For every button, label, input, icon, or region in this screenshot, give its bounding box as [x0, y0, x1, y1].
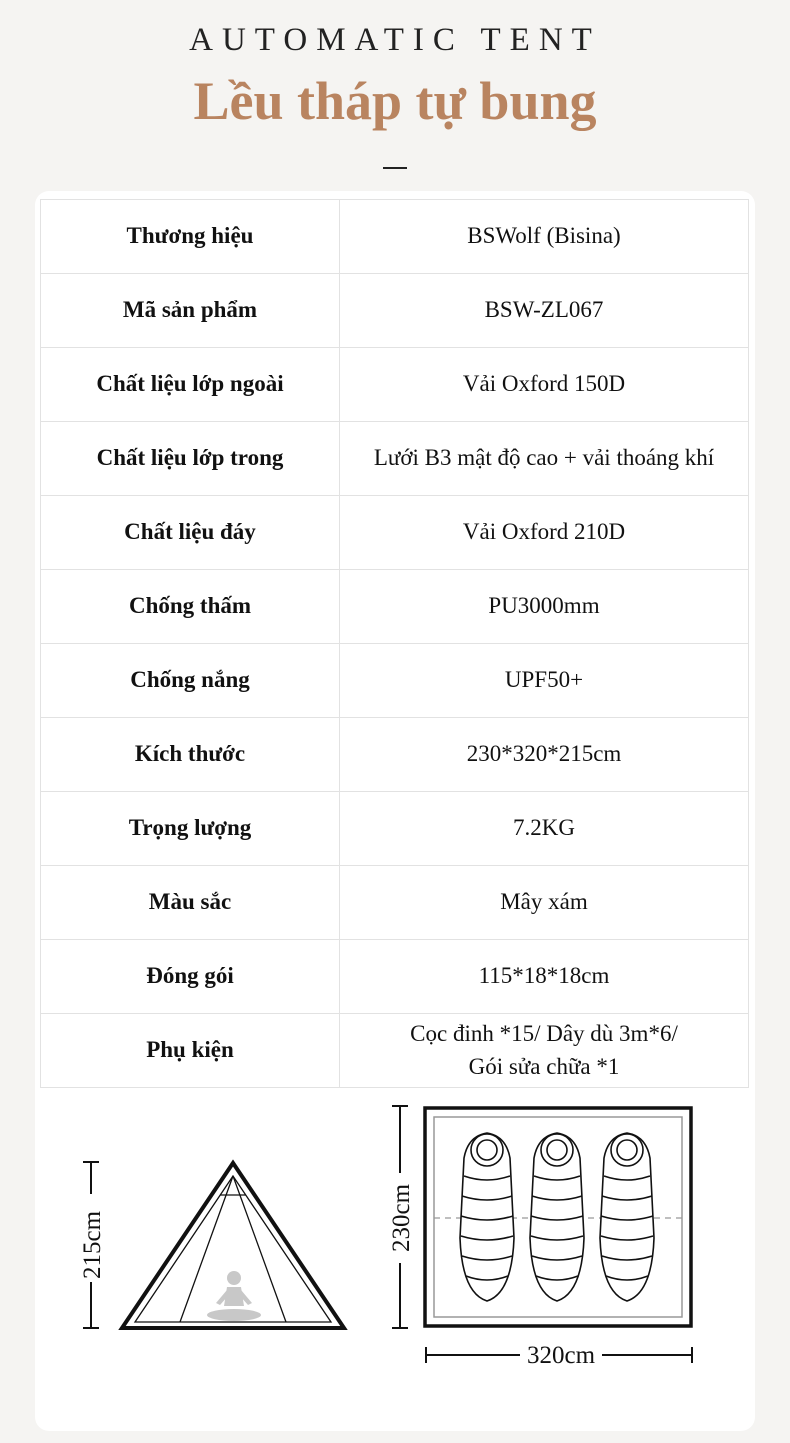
spec-label: Thương hiệu — [41, 200, 340, 274]
spec-label: Kích thước — [41, 718, 340, 792]
spec-value: Lưới B3 mật độ cao + vải thoáng khí — [340, 422, 749, 496]
table-row — [41, 200, 749, 274]
spec-label: Mã sản phẩm — [41, 274, 340, 348]
sleeping-bag-icon — [530, 1133, 584, 1301]
spec-label: Chất liệu đáy — [41, 496, 340, 570]
spec-label: Màu sắc — [41, 866, 340, 940]
spec-value-line: Cọc đinh *15/ Dây dù 3m*6/ — [410, 1021, 678, 1047]
spec-value: Vải Oxford 150D — [340, 348, 749, 422]
spec-value — [340, 1014, 749, 1088]
spec-label: Chất liệu lớp ngoài — [41, 348, 340, 422]
spec-value: UPF50+ — [340, 644, 749, 718]
meditating-person-icon — [207, 1271, 261, 1321]
table-row — [41, 422, 749, 496]
page-subtitle: AUTOMATIC TENT — [189, 22, 601, 58]
table-row — [41, 1014, 749, 1088]
height-label: 215cm — [79, 1210, 106, 1280]
spec-value: BSWolf (Bisina) — [340, 200, 749, 274]
spec-value: 230*320*215cm — [340, 718, 749, 792]
table-row — [41, 644, 749, 718]
width-label: 230cm — [388, 1183, 415, 1253]
spec-label: Phụ kiện — [41, 1014, 340, 1088]
table-row — [41, 792, 749, 866]
page-header — [0, 0, 790, 190]
length-label: 320cm — [526, 1342, 596, 1369]
sleeping-bag-icon — [460, 1133, 514, 1301]
spec-value: PU3000mm — [340, 570, 749, 644]
title-divider — [383, 167, 407, 169]
table-row — [41, 274, 749, 348]
table-row — [41, 718, 749, 792]
spec-value: 115*18*18cm — [340, 940, 749, 1014]
spec-label: Chống nắng — [41, 644, 340, 718]
spec-value: Vải Oxford 210D — [340, 496, 749, 570]
spec-value-line: Gói sửa chữa *1 — [468, 1053, 620, 1079]
tent-floor-plan-diagram — [380, 1098, 710, 1373]
spec-table — [40, 199, 749, 1088]
table-row — [41, 940, 749, 1014]
spec-label: Chất liệu lớp trong — [41, 422, 340, 496]
table-row — [41, 496, 749, 570]
spec-label: Trọng lượng — [41, 792, 340, 866]
page-title: Lều tháp tự bung — [193, 71, 597, 131]
spec-value: Mây xám — [340, 866, 749, 940]
spec-label: Chống thấm — [41, 570, 340, 644]
tent-side-diagram — [70, 1150, 370, 1340]
spec-value: 7.2KG — [340, 792, 749, 866]
table-row — [41, 348, 749, 422]
table-row — [41, 570, 749, 644]
sleeping-bag-icon — [600, 1133, 654, 1301]
spec-label: Đóng gói — [41, 940, 340, 1014]
table-row — [41, 866, 749, 940]
spec-value: BSW-ZL067 — [340, 274, 749, 348]
